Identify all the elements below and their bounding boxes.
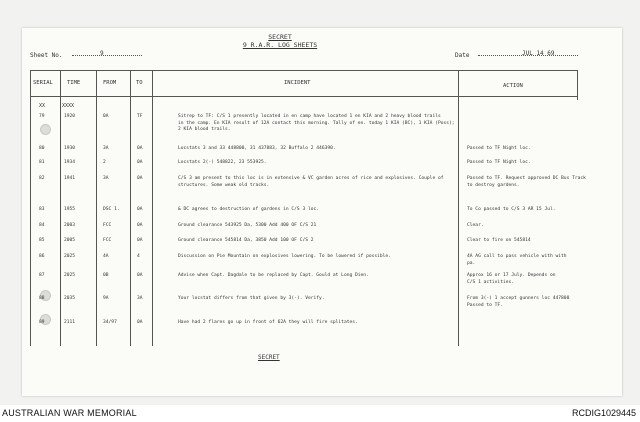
incident-line: in the camp. En KIA result of 12A contact this morning. Tally of en. today 1 KIA (BC), 1 KIA (Poss); <box>178 120 455 126</box>
col-divider <box>130 70 131 346</box>
classification-bottom: SECRET <box>258 354 280 361</box>
incident-line: Ground clearance 545814 Da, 3850 Add 100 OF C/S 2 <box>178 238 314 243</box>
to-cell: 0A <box>137 223 143 228</box>
action-line: to destroy gardens. <box>467 182 520 188</box>
from-cell: 4A <box>103 254 109 259</box>
time-cell: 2005 <box>64 238 76 243</box>
from-cell: 9A <box>103 296 109 301</box>
to-cell: 4 <box>137 254 140 259</box>
incident-line: Sitrep to TF: C/S 1 presently located in en camp have located 1 en KIA and 2 heavy blood trails <box>178 114 441 119</box>
col-divider <box>458 70 459 346</box>
date-label: Date <box>455 52 470 59</box>
serial-cell: 83 <box>39 207 45 212</box>
col-divider <box>60 70 61 346</box>
page-title: 9 R.A.R. LOG SHEETS <box>242 41 318 49</box>
incident-line: & DC agrees to destruction of gardens in C/S 3 loc. <box>178 207 320 212</box>
table-top-border <box>30 70 577 71</box>
time-cell: 2111 <box>64 320 76 325</box>
action-line: Approx 16 or 17 July. Depends on <box>467 273 556 278</box>
col-divider <box>96 70 97 346</box>
time-cell: 1934 <box>64 160 76 165</box>
action-line: Passed to TF Night loc. <box>467 146 531 151</box>
incident-line: Ground clearance 543925 Da, 5300 Add 400 OF C/S 21 <box>178 223 317 228</box>
from-cell: 3A <box>103 176 109 181</box>
group-time-marker: XXXX <box>62 103 75 109</box>
from-cell: 0B <box>103 273 109 278</box>
time-cell: 1955 <box>64 207 76 212</box>
action-line: pa. <box>467 260 476 266</box>
date-value: JUL 14 69 <box>522 50 555 57</box>
incident-line: Discussion on Pie Mountain on explosives lowering. To be lowered if possible. <box>178 254 391 259</box>
action-line: Passed to TF. Request approved DC Bus Track <box>467 176 586 181</box>
to-cell: 0A <box>137 160 143 165</box>
incident-line: Advise when Capt. Dagdale to be replaced by Capt. Gould at Long Dien. <box>178 273 369 278</box>
from-cell: 3A <box>103 146 109 151</box>
time-cell: 2035 <box>64 296 76 301</box>
to-cell: 0A <box>137 207 143 212</box>
from-cell: 0A <box>103 114 109 119</box>
incident-line: structures. Some weak old tracks. <box>178 182 270 188</box>
group-serial-marker: XX <box>39 103 46 109</box>
serial-cell: 79 <box>39 114 45 119</box>
from-cell: 2 <box>103 160 106 165</box>
sheet-number-rule <box>72 55 142 56</box>
serial-cell: 80 <box>39 146 45 151</box>
to-cell: 0A <box>137 273 143 278</box>
serial-cell: 89 <box>39 320 45 325</box>
time-cell: 1941 <box>64 176 76 181</box>
time-cell: 2025 <box>64 273 76 278</box>
incident-line: 2 KIA blood trails. <box>178 127 231 132</box>
col-header-from: FROM <box>103 80 117 86</box>
action-line: Clear to fire on 545814 <box>467 238 531 243</box>
to-cell: 0A <box>137 238 143 243</box>
action-line: 4A AG call to pass vehicle with with <box>467 254 567 259</box>
from-cell: FCC <box>103 223 112 228</box>
to-cell: 0A <box>137 320 143 325</box>
serial-cell: 82 <box>39 176 45 181</box>
from-cell: DSC 1. <box>103 207 120 212</box>
col-header-to: TO <box>136 80 143 86</box>
to-cell: 0A <box>137 146 143 151</box>
from-cell: FCC <box>103 238 112 243</box>
incident-line: Locstats 2(-) 548822, 23 553925. <box>178 160 267 165</box>
col-header-time: TIME <box>67 80 81 86</box>
incident-line: Your locstat differs from that given by 3(-). Verify. <box>178 296 325 301</box>
table-right-border <box>577 70 578 100</box>
sheet-number-label: Sheet No. <box>30 52 63 59</box>
time-cell: 2003 <box>64 223 76 228</box>
serial-cell: 81 <box>39 160 45 165</box>
time-cell: 2025 <box>64 254 76 259</box>
table-left-border <box>30 70 31 346</box>
punch-hole-icon <box>40 124 51 135</box>
action-line: To Co passed to C/S 3 AR 15 Jul. <box>467 207 556 212</box>
col-header-incident: INCIDENT <box>284 80 311 86</box>
action-line: Clear. <box>467 223 484 228</box>
serial-cell: 88 <box>39 296 45 301</box>
col-divider <box>152 70 153 346</box>
header-bottom-border <box>30 96 577 97</box>
action-line: Passed to TF Night loc. <box>467 160 531 165</box>
action-line: From 3(-) 1 accept gunners loc 447800 <box>467 296 570 301</box>
incident-line: Locstats 3 and 33 448800, 31 437883, 32 Buffalo 2 446390. <box>178 146 336 151</box>
action-line: Passed to TF. <box>467 302 503 308</box>
serial-cell: 87 <box>39 273 45 278</box>
serial-cell: 84 <box>39 223 45 228</box>
incident-line: Have had 2 flares go up in front of 62A they will fire splitates. <box>178 320 358 325</box>
classification-top: SECRET <box>268 33 292 41</box>
time-cell: 1920 <box>64 114 76 119</box>
from-cell: 34/97 <box>103 320 117 325</box>
to-cell: 3A <box>137 296 143 301</box>
archive-label: AUSTRALIAN WAR MEMORIAL <box>2 408 137 418</box>
serial-cell: 86 <box>39 254 45 259</box>
serial-cell: 85 <box>39 238 45 243</box>
col-header-action: ACTION <box>503 83 523 89</box>
time-cell: 1930 <box>64 146 76 151</box>
to-cell: TF <box>137 114 143 119</box>
action-line: C/S 1 activities. <box>467 279 515 285</box>
incident-line: C/S 3 am present to this loc is in extensive & VC garden acres of rice and explosives. Couple of <box>178 176 444 181</box>
to-cell: 0A <box>137 176 143 181</box>
sheet-number-value: 9 <box>100 50 104 57</box>
archive-id: RCDIG1029445 <box>571 408 636 418</box>
col-header-serial: SERIAL <box>33 80 53 86</box>
